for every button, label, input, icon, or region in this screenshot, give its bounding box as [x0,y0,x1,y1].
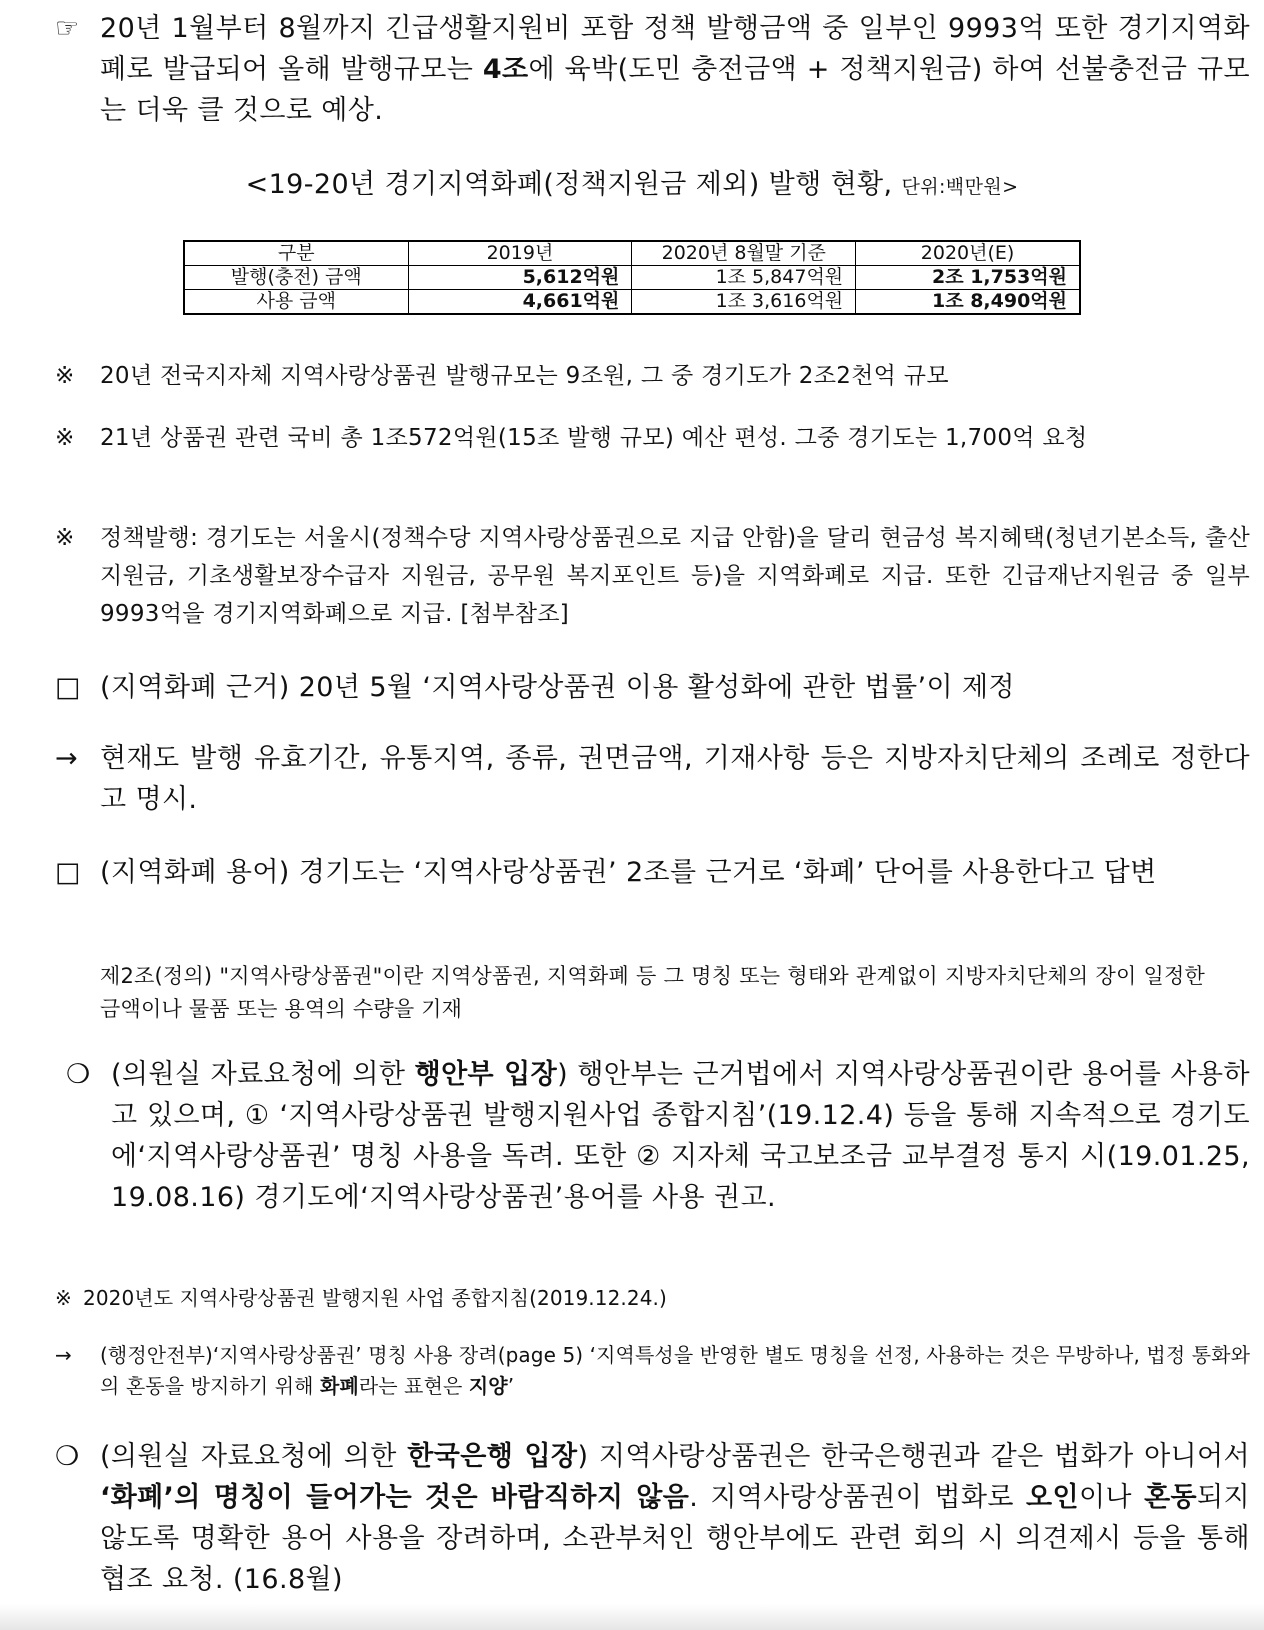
pointing-hand-icon: ☞ [55,13,80,44]
table-cell: 1조 5,847억원 [632,266,856,290]
section-paragraph: □ (지역화폐 근거) 20년 5월 ‘지역사랑상품권 이용 활성화에 관한 법률’이 제정 [55,667,1250,708]
table-header-cell: 2019년 [408,241,632,266]
law-quote-paragraph: 제2조(정의) "지역사랑상품권"이란 지역상품권, 지역화폐 등 그 명칭 또는 형태와 관계없이 지방자치단체의 장이 일정한 금액이나 물품 또는 용역의 수량을 기재 [100,964,1205,1021]
table-cell: 4,661억원 [408,290,632,315]
issuance-table [183,240,1081,315]
table-row [184,266,1080,290]
table-cell: 사용 금액 [184,290,408,315]
table-cell: 1조 3,616억원 [632,290,856,315]
arrow-right-icon: → [55,743,79,774]
checkbox-square-icon: □ [55,672,81,703]
intro-paragraph: ☞ 20년 1월부터 8월까지 긴급생활지원비 포함 정책 발행금액 중 일부인 9993억 또한 경기지역화폐로 발급되어 올해 발행규모는 4조에 육박(도민 충전금액 + 정책지원금) 하여 선불충전금 규모는 더욱 클 것으로 예상. [55,8,1250,131]
table-header-cell: 2020년 8월말 기준 [632,241,856,266]
table-cell: 발행(충전) 금액 [184,266,408,290]
note-paragraph: ※ 정책발행: 경기도는 서울시(정책수당 지역사랑상품권으로 지급 안함)을 달리 현금성 복지혜택(청년기본소득, 출산지원금, 기초생활보장수급자 지원금, 공무원 복지포인트 등)을 지역화폐로 지급. 또한 긴급재난지원금 중 일부 9993억을 경기지역화폐으로 지급. [첨부참조] [55,519,1250,633]
note-paragraph: ※ 21년 상품권 관련 국비 총 1조572억원(15조 발행 규모) 예산 편성. 그중 경기도는 1,700억 요청 [55,419,1250,457]
reference-mark-icon: ※ [55,363,75,389]
note-paragraph: ※ 2020년도 지역사랑상품권 발행지원 사업 종합지침(2019.12.24.) [55,1283,1205,1314]
circle-bullet-icon: ❍ [55,1441,80,1472]
circle-paragraph: ❍ (의원실 자료요청에 의한 한국은행 입장) 지역사랑상품권은 한국은행권과 같은 법화가 아니어서 ‘화폐’의 명칭이 들어가는 것은 바람직하지 않음. 지역사랑상품권이 법화로 오인이나 혼동되지 않도록 명확한 용어 사용을 장려하며, 소관부처인 행안부에도 관련 회의 시 의견제시 등을 통해 협조 요청. (16.8월) [55,1436,1250,1600]
table-caption: <19-20년 경기지역화폐(정책지원금 제외) 발행 현황, 단위:백만원> [245,169,1019,200]
reference-mark-icon: ※ [55,1286,72,1310]
page-bottom-shadow [0,1604,1264,1630]
reference-mark-icon: ※ [55,425,75,451]
reference-mark-icon: ※ [55,525,75,551]
arrow-paragraph: → (행정안전부)‘지역사랑상품권’ 명칭 사용 장려(page 5) ‘지역특성을 반영한 별도 명칭을 선정, 사용하는 것은 무방하나, 법정 통화와의 혼동을 방지하기 위해 화폐라는 표현은 지양’ [55,1340,1250,1402]
circle-bullet-icon: ❍ [66,1059,91,1090]
note-paragraph: ※ 20년 전국지자체 지역사랑상품권 발행규모는 9조원, 그 중 경기도가 2조2천억 규모 [55,357,1250,395]
table-cell: 5,612억원 [408,266,632,290]
table-header-cell: 구분 [184,241,408,266]
table-cell: 2조 1,753억원 [856,266,1080,290]
table-cell: 1조 8,490억원 [856,290,1080,315]
section-paragraph: □ (지역화폐 용어) 경기도는 ‘지역사랑상품권’ 2조를 근거로 ‘화폐’ 단어를 사용한다고 답변 [55,852,1250,893]
checkbox-square-icon: □ [55,857,81,888]
table-row [184,290,1080,315]
table-header-cell: 2020년(E) [856,241,1080,266]
arrow-paragraph: → 현재도 발행 유효기간, 유통지역, 종류, 권면금액, 기재사항 등은 지방자치단체의 조례로 정한다고 명시. [55,738,1250,820]
circle-paragraph: ❍ (의원실 자료요청에 의한 행안부 입장) 행안부는 근거법에서 지역사랑상품권이란 용어를 사용하고 있으며, ① ‘지역사랑상품권 발행지원사업 종합지침’(19.12.4) 등을 통해 지속적으로 경기도에‘지역사랑상품권’ 명칭 사용을 독려. 또한 ② 지자체 국고보조금 교부결정 통지 시(19.01.25, 19.08.16) 경기도에‘지역사랑상품권’용어를 사용 권고. [66,1054,1250,1218]
table-header-row [184,241,1080,266]
arrow-right-icon: → [55,1343,72,1367]
